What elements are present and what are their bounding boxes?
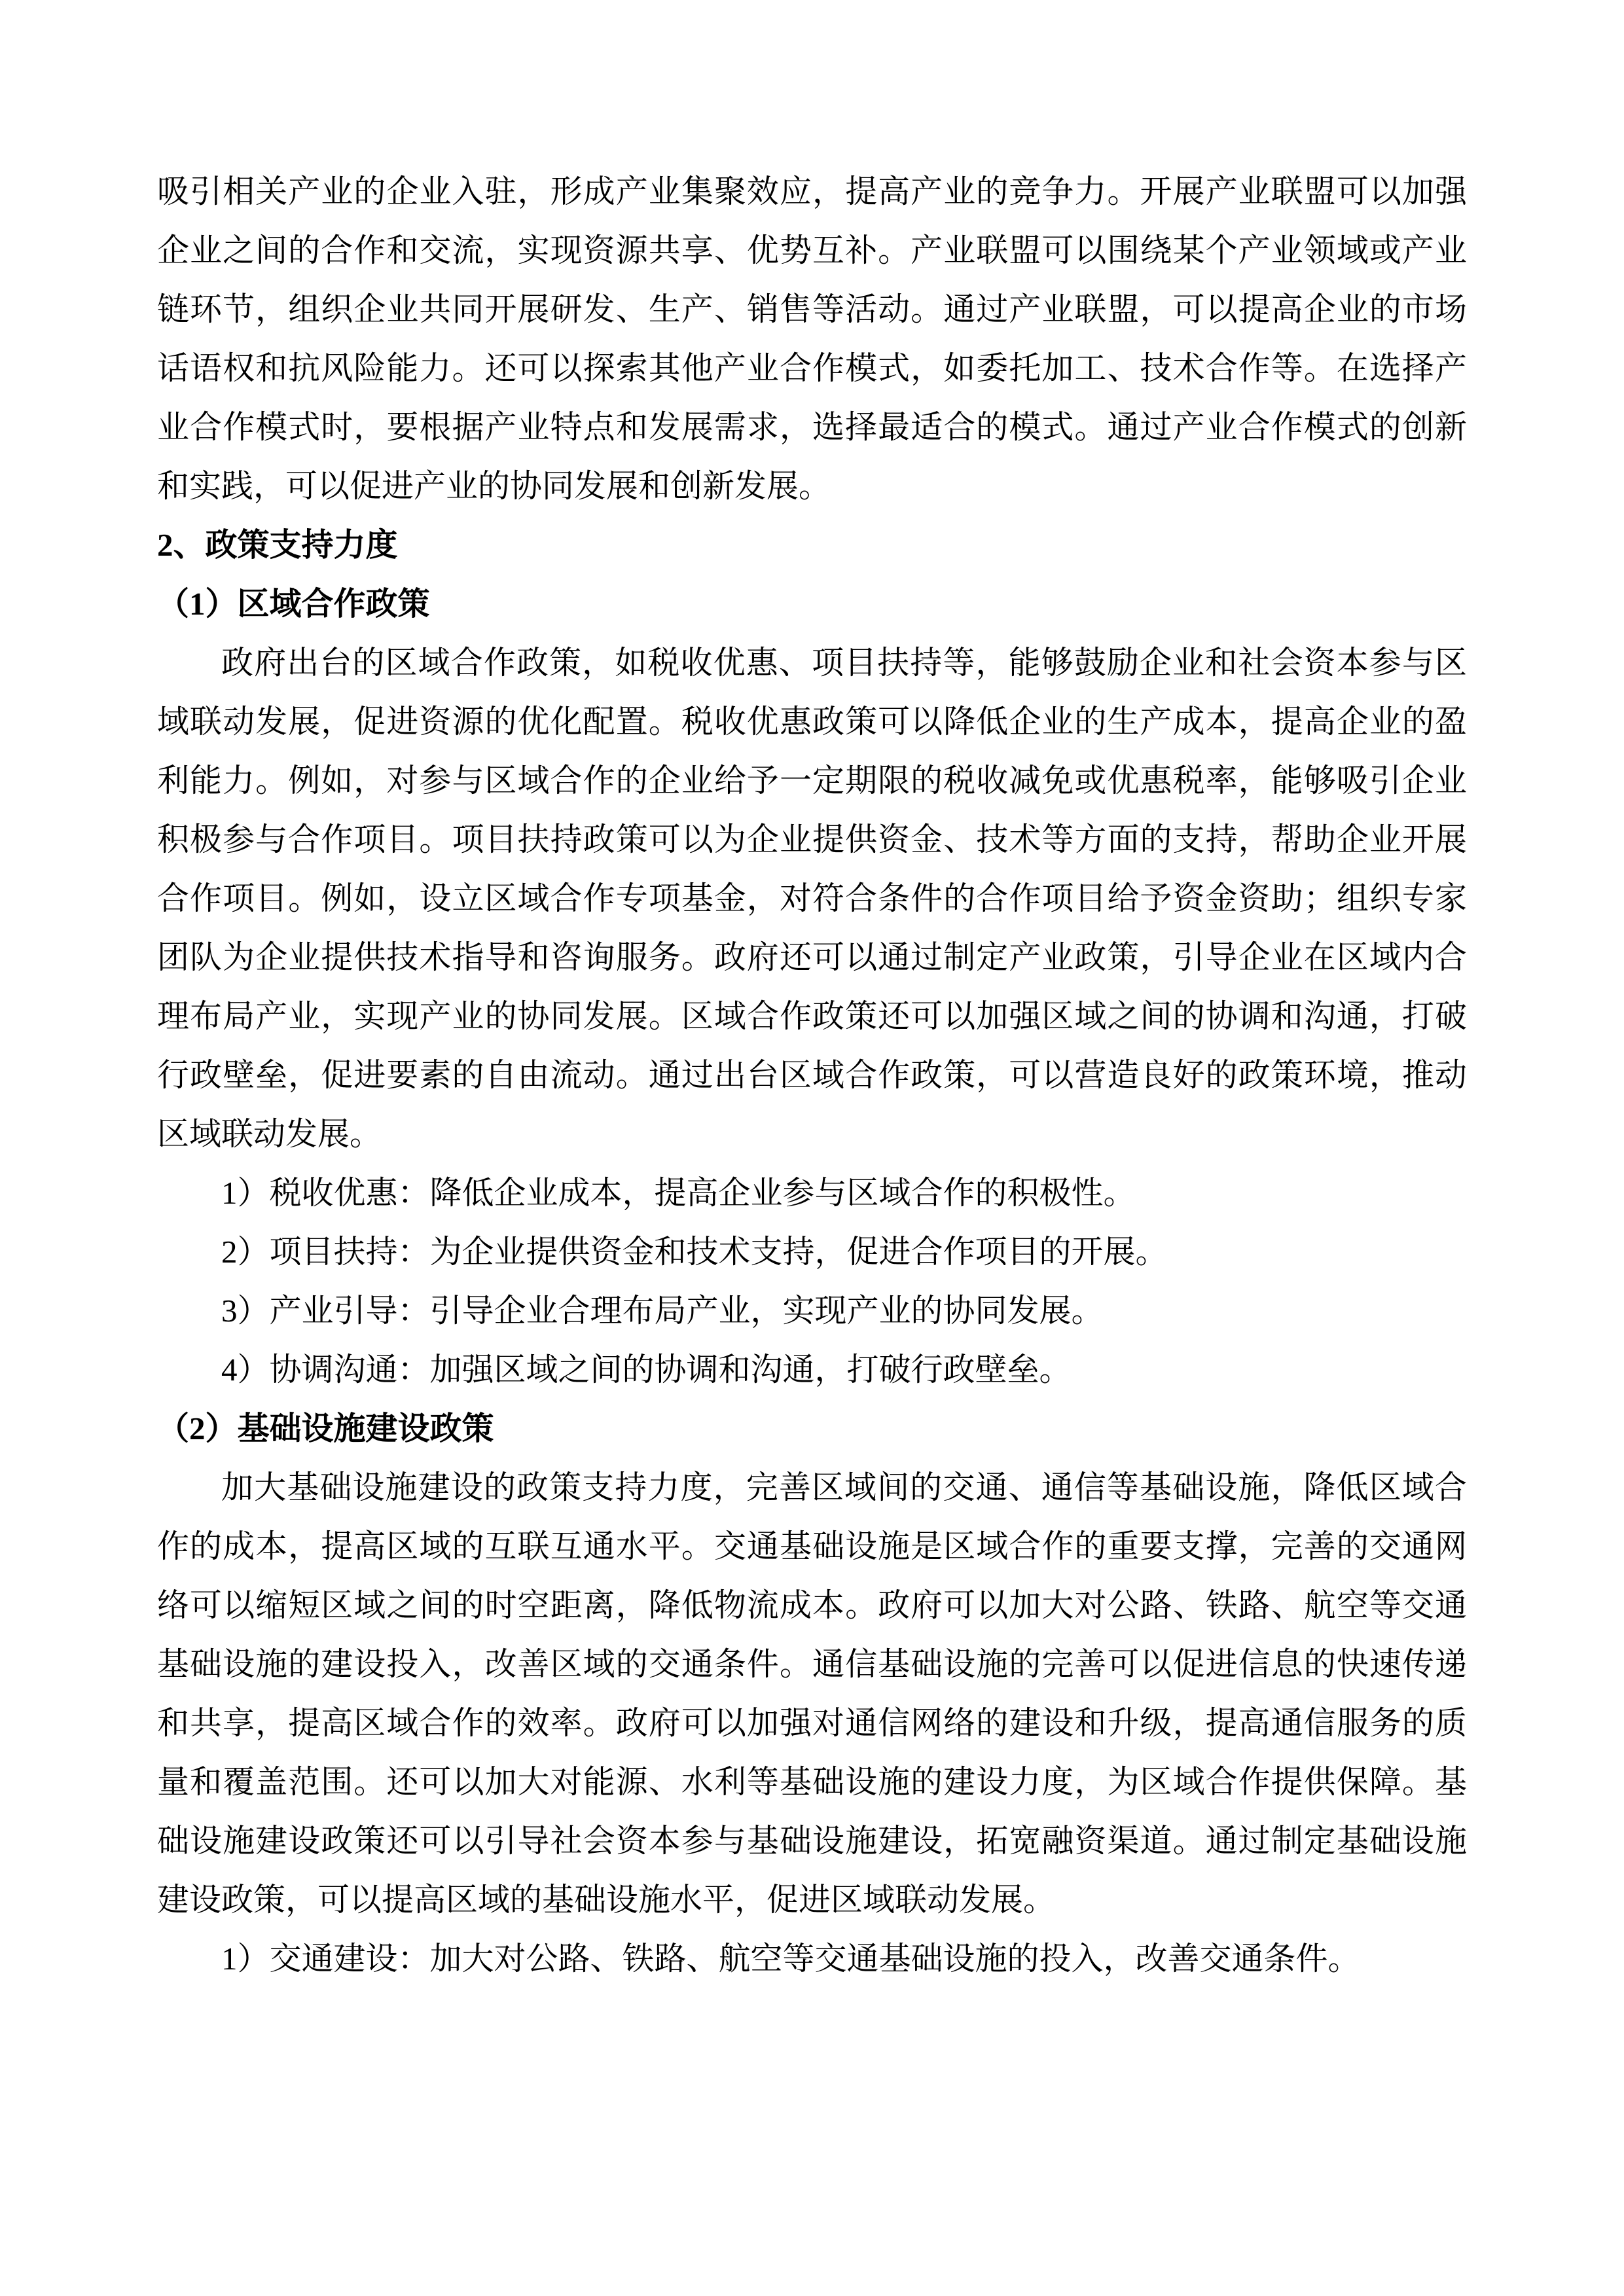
subsection-heading-infrastructure-policy: （2）基础设施建设政策: [157, 1410, 494, 1446]
section-heading-policy-support: 2、政策支持力度: [157, 527, 398, 563]
paragraph-infrastructure-policy: 加大基础设施建设的政策支持力度，完善区域间的交通、通信等基础设施，降低区域合作的成本，提高区域的互联互通水平。交通基础设施是区域合作的重要支撑，完善的交通网络可以缩短区域之间的时空距离，降低物流成本。政府可以加大对公路、铁路、航空等交通基础设施的建设投入，改善区域的交通条件。通信基础设施的完善可以促进信息的快速传递和共享，提高区域合作的效率。政府可以加强对通信网络的建设和升级，提高通信服务的质量和覆盖范围。还可以加大对能源、水利等基础设施的建设力度，为区域合作提供保障。基础设施建设政策还可以引导社会资本参与基础设施建设，拓宽融资渠道。通过制定基础设施建设政策，可以提高区域的基础设施水平，促进区域联动发展。: [157, 1469, 1467, 1918]
list-item-coordination-communication: 4）协调沟通：加强区域之间的协调和沟通，打破行政壁垒。: [221, 1352, 1072, 1388]
list-item-industry-guidance: 3）产业引导：引导企业合理布局产业，实现产业的协同发展。: [221, 1293, 1104, 1329]
paragraph-industry-alliance: 吸引相关产业的企业入驻，形成产业集聚效应，提高产业的竞争力。开展产业联盟可以加强企业之间的合作和交流，实现资源共享、优势互补。产业联盟可以围绕某个产业领域或产业链环节，组织企业共同开展研发、生产、销售等活动。通过产业联盟，可以提高企业的市场话语权和抗风险能力。还可以探索其他产业合作模式，如委托加工、技术合作等。在选择产业合作模式时，要根据产业特点和发展需求，选择最适合的模式。通过产业合作模式的创新和实践，可以促进产业的协同发展和创新发展。: [157, 173, 1467, 504]
list-item-tax-incentive: 1）税收优惠：降低企业成本，提高企业参与区域合作的积极性。: [221, 1175, 1136, 1211]
subsection-heading-regional-cooperation-policy: （1）区域合作政策: [157, 586, 430, 622]
list-item-transport-construction: 1）交通建设：加大对公路、铁路、航空等交通基础设施的投入，改善交通条件。: [221, 1941, 1360, 1977]
paragraph-regional-cooperation-policy: 政府出台的区域合作政策，如税收优惠、项目扶持等，能够鼓励企业和社会资本参与区域联动发展，促进资源的优化配置。税收优惠政策可以降低企业的生产成本，提高企业的盈利能力。例如，对参与区域合作的企业给予一定期限的税收减免或优惠税率，能够吸引企业积极参与合作项目。项目扶持政策可以为企业提供资金、技术等方面的支持，帮助企业开展合作项目。例如，设立区域合作专项基金，对符合条件的合作项目给予资金资助；组织专家团队为企业提供技术指导和咨询服务。政府还可以通过制定产业政策，引导企业在区域内合理布局产业，实现产业的协同发展。区域合作政策还可以加强区域之间的协调和沟通，打破行政壁垒，促进要素的自由流动。通过出台区域合作政策，可以营造良好的政策环境，推动区域联动发展。: [157, 645, 1467, 1152]
list-item-project-support: 2）项目扶持：为企业提供资金和技术支持，促进合作项目的开展。: [221, 1234, 1168, 1270]
